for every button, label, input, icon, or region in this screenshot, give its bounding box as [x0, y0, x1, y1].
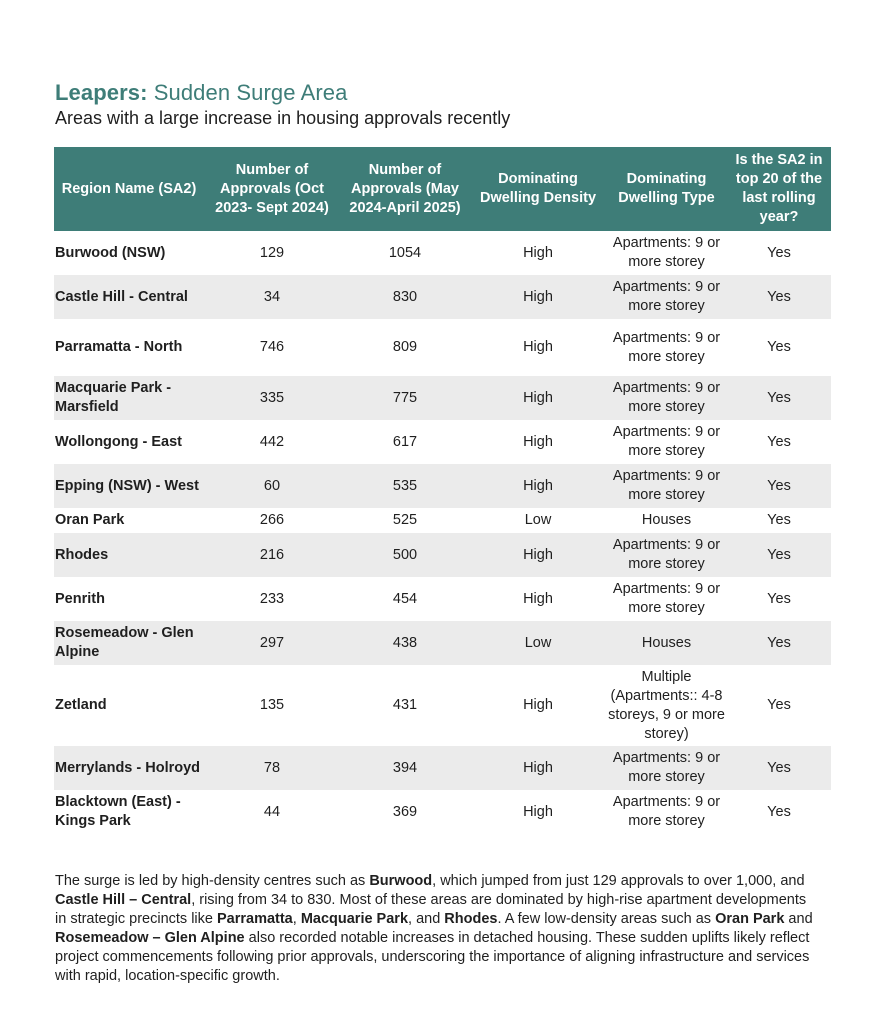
header-approvals-prev: Number of Approvals (Oct 2023- Sept 2024): [204, 147, 340, 231]
table-cell-region: Rosemeadow - Glen Alpine: [54, 621, 204, 665]
table-cell-top20: Yes: [767, 803, 791, 820]
table-cell-density: High: [470, 533, 606, 577]
table-cell-dwelling-type: Apartments: 9 or more storey: [606, 464, 727, 508]
table-cell-region: Penrith: [55, 590, 105, 607]
table-cell-top20: Yes: [727, 464, 831, 508]
page-title: [55, 80, 347, 106]
table-row: [54, 275, 831, 319]
table-cell-dwelling-type: Apartments: 9 or more storey: [606, 275, 727, 319]
table-cell-approvals-prev: 60: [204, 464, 340, 508]
table-cell-top20: Yes: [767, 244, 791, 261]
summary-paragraph: [55, 872, 820, 986]
table-row: [54, 621, 831, 665]
table-cell-density: High: [523, 339, 553, 355]
table-cell-region: Wollongong - East: [55, 433, 182, 450]
table-row: [54, 376, 831, 420]
table-cell-approvals-prev: 266: [259, 512, 285, 528]
table-cell-dwelling-type: Apartments: 9 or more storey: [612, 424, 721, 459]
page-subtitle: Areas with a large increase in housing approvals recently: [55, 108, 511, 128]
para-bold: Castle Hill – Central: [55, 891, 192, 908]
table-cell-density: High: [523, 697, 553, 713]
para-bold: Macquarie Park: [300, 910, 409, 927]
para-text: , which jumped from just 129 approvals to over 1,000, and: [432, 872, 805, 889]
table-cell-approvals-curr: 809: [392, 339, 418, 355]
table-cell-approvals-prev: 34: [204, 275, 340, 319]
table-row: [54, 665, 831, 746]
table-cell-approvals-prev: 216: [204, 533, 340, 577]
table-cell-top20: Yes: [727, 621, 831, 665]
table-cell-approvals-prev: 746: [259, 339, 285, 355]
para-text: , and: [408, 910, 445, 927]
header-dwelling-type: Dominating Dwelling Type: [606, 147, 727, 231]
para-text: ,: [292, 910, 301, 927]
table-cell-density: High: [523, 590, 553, 607]
table-cell-density: High: [470, 275, 606, 319]
table-cell-dwelling-type: Houses: [606, 621, 727, 665]
para-text: , rising from 34 to 830. Most of these areas are dominated by high-rise apartment developments in strategic precincts like: [55, 891, 807, 927]
header-row: [54, 147, 831, 231]
table-cell-approvals-prev: 44: [263, 803, 281, 820]
table-cell-dwelling-type: Apartments: 9 or more storey: [606, 533, 727, 577]
table-cell-region: Zetland: [55, 697, 107, 713]
table-cell-approvals-prev: 135: [259, 697, 285, 713]
table-row: [54, 790, 831, 834]
table-cell-top20: Yes: [727, 533, 831, 577]
table-cell-density: Low: [470, 621, 606, 665]
table-row: [54, 231, 831, 275]
table-cell-region: Rhodes: [54, 533, 204, 577]
table-cell-region: Blacktown (East) - Kings Park: [55, 794, 181, 829]
header-top20: Is the SA2 in top 20 of the last rolling year?: [727, 147, 831, 231]
para-text: . A few low-density areas such as: [497, 910, 716, 927]
table-cell-top20: Yes: [727, 746, 831, 790]
table-cell-approvals-curr: 438: [340, 621, 470, 665]
para-bold: Burwood: [369, 872, 433, 889]
table-cell-approvals-curr: 394: [340, 746, 470, 790]
table-cell-dwelling-type: Multiple (Apartments:: 4-8 storeys, 9 or more storey): [608, 668, 725, 742]
table-cell-region: Macquarie Park - Marsfield: [54, 376, 204, 420]
table-cell-dwelling-type: Apartments: 9 or more storey: [612, 329, 721, 365]
table-cell-density: High: [523, 433, 553, 450]
table-cell-top20: Yes: [767, 512, 791, 528]
table-cell-region: Castle Hill - Central: [54, 275, 204, 319]
table-cell-approvals-curr: 617: [392, 433, 418, 450]
table-row: [54, 533, 831, 577]
table-cell-approvals-prev: 129: [259, 244, 285, 261]
table-cell-approvals-curr: 369: [392, 803, 418, 820]
table-cell-approvals-prev: 78: [204, 746, 340, 790]
table-cell-density: High: [523, 244, 553, 261]
title-prefix: Leapers:: [55, 80, 148, 105]
table-cell-approvals-curr: 1054: [388, 244, 422, 261]
title-rest: Sudden Surge Area: [147, 80, 348, 105]
table-cell-region: Oran Park: [55, 512, 125, 528]
table-cell-top20: Yes: [767, 433, 791, 450]
table-cell-region: Epping (NSW) - West: [54, 464, 204, 508]
para-bold: Rosemeadow – Glen Alpine: [55, 929, 245, 946]
table-cell-density: High: [523, 803, 553, 820]
header-approvals-curr: Number of Approvals (May 2024-April 2025): [340, 147, 470, 231]
table-cell-dwelling-type: Apartments: 9 or more storey: [606, 746, 727, 790]
table-cell-top20: Yes: [767, 590, 791, 607]
table-cell-region: Burwood (NSW): [55, 244, 166, 261]
table-cell-top20: Yes: [767, 339, 791, 355]
table-row: [54, 577, 831, 621]
table-cell-approvals-curr: 830: [340, 275, 470, 319]
table-row: [54, 746, 831, 790]
approvals-table: [54, 147, 831, 834]
table-cell-density: High: [470, 746, 606, 790]
table-cell-approvals-curr: 535: [340, 464, 470, 508]
header-density: Dominating Dwelling Density: [470, 147, 606, 231]
para-bold: Oran Park: [715, 910, 785, 927]
table-row: [54, 420, 831, 464]
para-text: and: [784, 910, 813, 927]
table-row: [54, 319, 831, 376]
table-cell-region: Merrylands - Holroyd: [54, 746, 204, 790]
table-cell-dwelling-type: Apartments: 9 or more storey: [612, 235, 721, 270]
table-cell-density: Low: [524, 512, 552, 528]
para-bold: Rhodes: [444, 910, 498, 927]
table-cell-density: High: [470, 376, 606, 420]
table-cell-dwelling-type: Apartments: 9 or more storey: [612, 794, 721, 829]
table-cell-region: Parramatta - North: [55, 339, 183, 355]
table-row: [54, 508, 831, 533]
table-header: [54, 147, 831, 231]
table-cell-dwelling-type: Houses: [641, 512, 692, 528]
table-cell-dwelling-type: Apartments: 9 or more storey: [612, 581, 721, 616]
table-cell-approvals-curr: 525: [392, 512, 418, 528]
table-cell-approvals-prev: 233: [259, 590, 285, 607]
para-text: The surge is led by high-density centres such as: [55, 872, 370, 889]
para-bold: Parramatta: [216, 910, 293, 927]
table-body: [54, 231, 831, 834]
table-cell-dwelling-type: Apartments: 9 or more storey: [606, 376, 727, 420]
table-cell-top20: Yes: [727, 275, 831, 319]
para-text: also recorded notable increases in detached housing. These sudden uplifts likely reflect project commencements following prior approvals, underscoring the importance of aligning infrastructure and services with rapid, location-specific growth.: [55, 929, 810, 984]
table-cell-approvals-prev: 335: [204, 376, 340, 420]
table-cell-approvals-curr: 775: [340, 376, 470, 420]
table-cell-approvals-prev: 297: [204, 621, 340, 665]
table-row: [54, 464, 831, 508]
table-cell-approvals-curr: 500: [340, 533, 470, 577]
table-cell-approvals-curr: 431: [392, 697, 418, 713]
table-cell-density: High: [470, 464, 606, 508]
table-cell-top20: Yes: [727, 376, 831, 420]
table-cell-top20: Yes: [767, 697, 791, 713]
table-cell-approvals-prev: 442: [259, 433, 285, 450]
table-cell-approvals-curr: 454: [392, 590, 418, 607]
header-region: Region Name (SA2): [54, 147, 204, 231]
